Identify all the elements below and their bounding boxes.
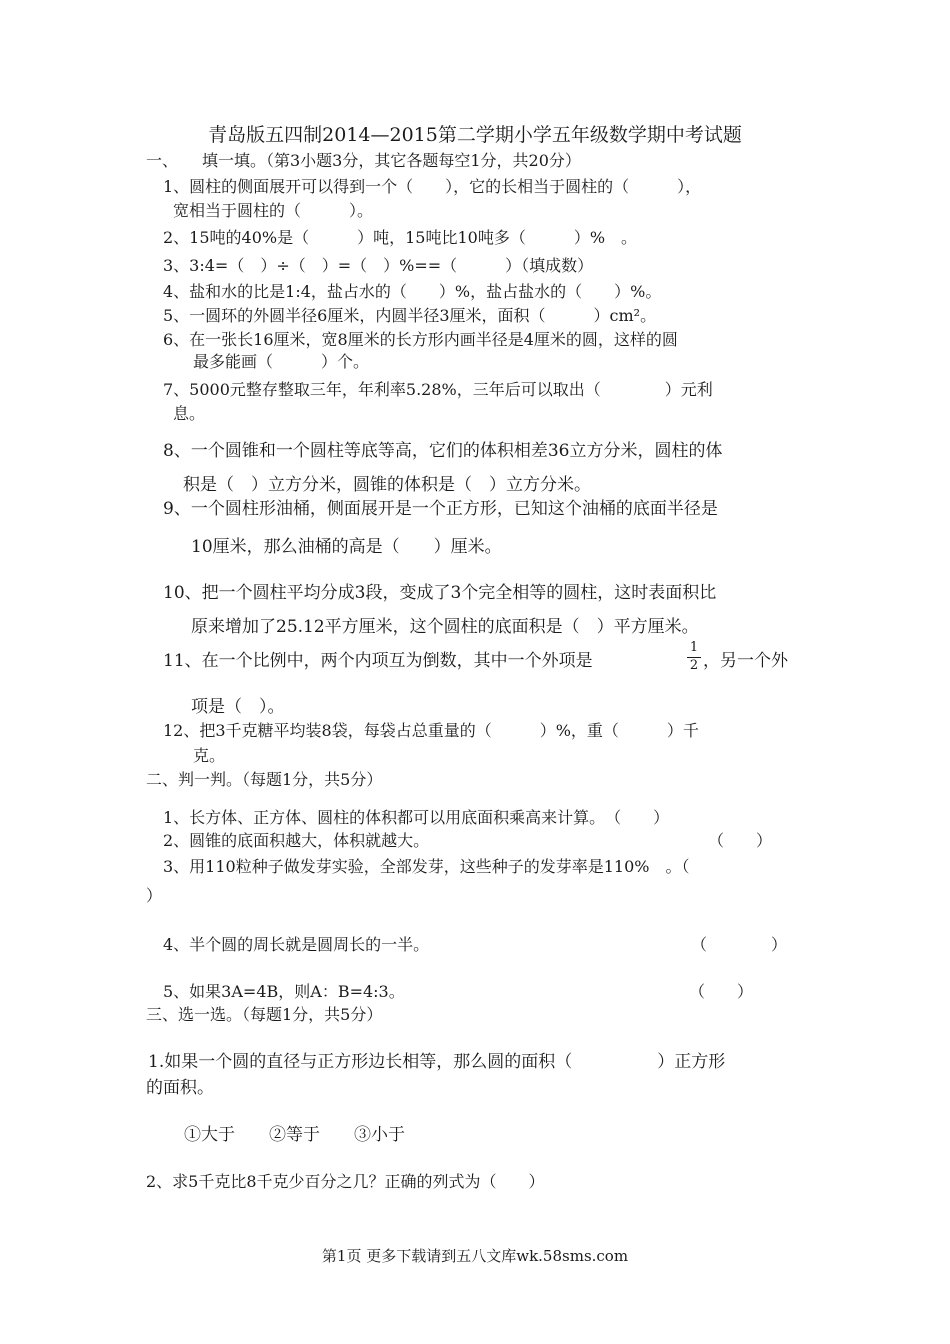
fraction-numerator: 1	[689, 640, 699, 655]
one-half-fraction	[687, 640, 701, 675]
s2-q3-line1: 3、用110粒种子做发芽实验，全部发芽，这些种子的发芽率是110% 。（	[163, 857, 690, 876]
s1-q11-line1b: ，另一个外	[703, 651, 788, 671]
fraction-denominator: 2	[689, 658, 699, 673]
s1-q1-line2: 宽相当于圆柱的（ ）。	[173, 201, 374, 220]
section1-heading: 一、 填一填。（第3小题3分，其它各题每空1分，共20分）	[146, 151, 581, 170]
s3-q2: 2、求5千克比8千克少百分之几？正确的列式为（ ）	[146, 1172, 545, 1191]
s1-q9-line2: 10厘米，那么油桶的高是（ ）厘米。	[191, 537, 502, 557]
s2-q5-answer-paren: （ ）	[689, 982, 754, 1001]
s1-q12-line1: 12、把3千克糖平均装8袋，每袋占总重量的（ ）%，重（ ）千	[163, 721, 699, 740]
s2-q4-text: 4、半个圆的周长就是圆周长的一半。	[163, 935, 430, 954]
s1-q1-line1: 1、圆柱的侧面展开可以得到一个（ ），它的长相当于圆柱的（ ），	[163, 177, 702, 196]
s3-q1-options: ①大于 ②等于 ③小于	[184, 1125, 405, 1145]
s1-q8-line1: 8、一个圆锥和一个圆柱等底等高，它们的体积相差36立方分米，圆柱的体	[163, 441, 723, 461]
s2-q5-text: 5、如果3A=4B，则A：B=4:3。	[163, 982, 405, 1001]
s1-q12-line2: 克。	[193, 746, 226, 765]
s1-q10-line1: 10、把一个圆柱平均分成3段，变成了3个完全相等的圆柱，这时表面积比	[163, 583, 717, 603]
s2-q4-answer-paren: （ ）	[691, 935, 788, 954]
s1-q8-line2: 积是（ ）立方分米，圆锥的体积是（ ）立方分米。	[183, 475, 591, 495]
s3-q1-line2: 的面积。	[146, 1078, 214, 1098]
s3-q1-line1: 1.如果一个圆的直径与正方形边长相等，那么圆的面积（ ）正方形	[148, 1052, 726, 1072]
s1-q7-line1: 7、5000元整存整取三年，年利率5.28%，三年后可以取出（ ）元利	[163, 380, 713, 399]
page-title: 青岛版五四制2014—2015第二学期小学五年级数学期中考试题	[208, 124, 742, 146]
s1-q11-line2: 项是（ ）。	[191, 697, 285, 717]
s1-q3: 3、3:4=（ ）÷（ ）=（ ）%==（ ）（填成数）	[163, 256, 594, 275]
page-footer: 第1页 更多下载请到五八文库wk.58sms.com	[321, 1247, 629, 1265]
s2-q1: 1、长方体、正方体、圆柱的体积都可以用底面积乘高来计算。 （ ）	[163, 808, 670, 827]
s1-q7-line2: 息。	[173, 404, 206, 423]
section3-heading: 三、选一选。（每题1分，共5分）	[146, 1005, 383, 1024]
s1-q6-line2: 最多能画（ ）个。	[193, 352, 370, 371]
s1-q6-line1: 6、在一张长16厘米，宽8厘米的长方形内画半径是4厘米的圆，这样的圆	[163, 330, 678, 349]
s2-q3-line2: ）	[146, 886, 163, 905]
s2-q2-text: 2、圆锥的底面积越大，体积就越大。	[163, 831, 430, 850]
s1-q5: 5、一圆环的外圆半径6厘米，内圆半径3厘米，面积（ ）cm²。	[163, 306, 657, 325]
s1-q11-line1a: 11、在一个比例中，两个内项互为倒数，其中一个外项是	[163, 651, 593, 671]
s2-q2-answer-paren: （ ）	[708, 831, 773, 850]
section2-heading: 二、判一判。（每题1分，共5分）	[146, 770, 383, 789]
s1-q4: 4、盐和水的比是1:4，盐占水的（ ）%，盐占盐水的（ ）%。	[163, 282, 662, 301]
s1-q2: 2、15吨的40%是（ ）吨，15吨比10吨多（ ）% 。	[163, 228, 638, 247]
s1-q10-line2: 原来增加了25.12平方厘米，这个圆柱的底面积是（ ）平方厘米。	[191, 617, 699, 637]
s1-q9-line1: 9、一个圆柱形油桶，侧面展开是一个正方形，已知这个油桶的底面半径是	[163, 499, 718, 519]
